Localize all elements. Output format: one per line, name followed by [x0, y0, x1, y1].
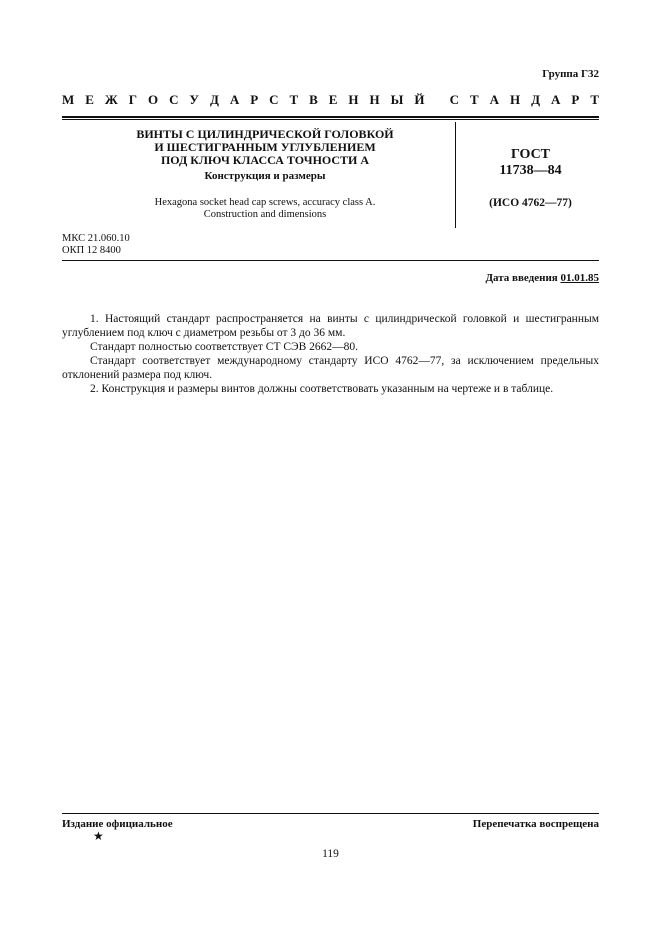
title-subtitle: Конструкция и размеры: [204, 170, 326, 182]
interstate-heading-letter: У: [189, 92, 199, 107]
star-icon: ★: [93, 829, 104, 843]
title-line-1: ВИНТЫ С ЦИЛИНДРИЧЕСКОЙ ГОЛОВКОЙ: [136, 127, 394, 141]
interstate-heading-letter: Е: [328, 92, 338, 107]
interstate-heading-letter: А: [229, 92, 240, 107]
introduction-date: [485, 272, 599, 284]
body-text: [62, 312, 599, 396]
interstate-heading-letter: Т: [289, 92, 299, 107]
intro-date-label: Дата введения: [485, 272, 558, 284]
header-rule-thick: [62, 116, 599, 118]
okp-code: ОКП 12 8400: [62, 245, 121, 256]
interstate-heading-letter: Н: [369, 92, 380, 107]
interstate-heading-letter: Г: [128, 92, 137, 107]
interstate-heading-letter: В: [309, 92, 318, 107]
paragraph: 2. Конструкция и размеры винтов должны соответствовать указанным на чертеже и в таблице.: [90, 383, 554, 395]
interstate-heading-letter: Ж: [104, 92, 118, 107]
interstate-heading-letter: Т: [590, 92, 599, 107]
interstate-heading-letter: [435, 92, 438, 108]
title-divider: [455, 122, 456, 228]
interstate-standard-heading: [62, 92, 599, 108]
gost-number: 11738—84: [499, 163, 562, 178]
interstate-heading-letter: Д: [531, 92, 541, 107]
intro-date-value: 01.01.85: [560, 272, 599, 284]
interstate-heading-letter: Н: [510, 92, 521, 107]
title-line-3: ПОД КЛЮЧ КЛАССА ТОЧНОСТИ А: [160, 153, 370, 167]
english-title-line-1: Hexagona socket head cap screws, accuracy class A.: [154, 197, 376, 208]
gost-designation: [462, 147, 599, 179]
interstate-heading-letter: Ы: [390, 92, 404, 107]
interstate-heading-letter: Н: [348, 92, 359, 107]
interstate-heading-letter: С: [169, 92, 179, 107]
title-block: [100, 128, 430, 183]
header-rule-thin: [62, 119, 599, 120]
interstate-heading-letter: Д: [209, 92, 219, 107]
interstate-heading-letter: А: [551, 92, 561, 107]
paragraph: Стандарт соответствует международному стандарту ИСО 4762—77, за исключением предельных отклонений размера под ключ.: [62, 355, 599, 381]
iso-reference: (ИСО 4762—77): [489, 197, 572, 209]
codes-rule: [62, 260, 599, 261]
official-edition-note: Издание официальное: [62, 818, 173, 830]
paragraph: Стандарт полностью соответствует СТ СЭВ 2662—80.: [90, 341, 359, 353]
interstate-heading-letter: С: [449, 92, 460, 107]
interstate-heading-letter: А: [489, 92, 500, 107]
interstate-heading-letter: Е: [85, 92, 94, 107]
page-number: 119: [322, 848, 339, 860]
interstate-heading-letter: Р: [571, 92, 580, 107]
interstate-heading-letter: Й: [414, 92, 425, 107]
paragraph: 1. Настоящий стандарт распространяется на винты с цилиндрической головкой и шестигранным углублением под ключ с диаметром резьбы от 3 до 36 мм.: [62, 313, 599, 339]
reprint-prohibited-note: Перепечатка воспрещена: [472, 818, 599, 830]
interstate-heading-letter: С: [269, 92, 279, 107]
english-title-line-2: Construction and dimensions: [203, 209, 327, 220]
classification-codes: [62, 233, 130, 257]
interstate-heading-letter: М: [62, 92, 75, 107]
footer-rule: [62, 813, 599, 814]
group-code: Группа Г32: [542, 68, 599, 80]
gost-label: ГОСТ: [510, 147, 551, 162]
interstate-heading-letter: Р: [250, 92, 259, 107]
interstate-heading-letter: О: [147, 92, 159, 107]
mks-code: МКС 21.060.10: [62, 233, 130, 244]
interstate-heading-letter: Т: [470, 92, 479, 107]
title-line-2: И ШЕСТИГРАННЫМ УГЛУБЛЕНИЕМ: [154, 140, 376, 154]
english-title: [100, 197, 430, 221]
